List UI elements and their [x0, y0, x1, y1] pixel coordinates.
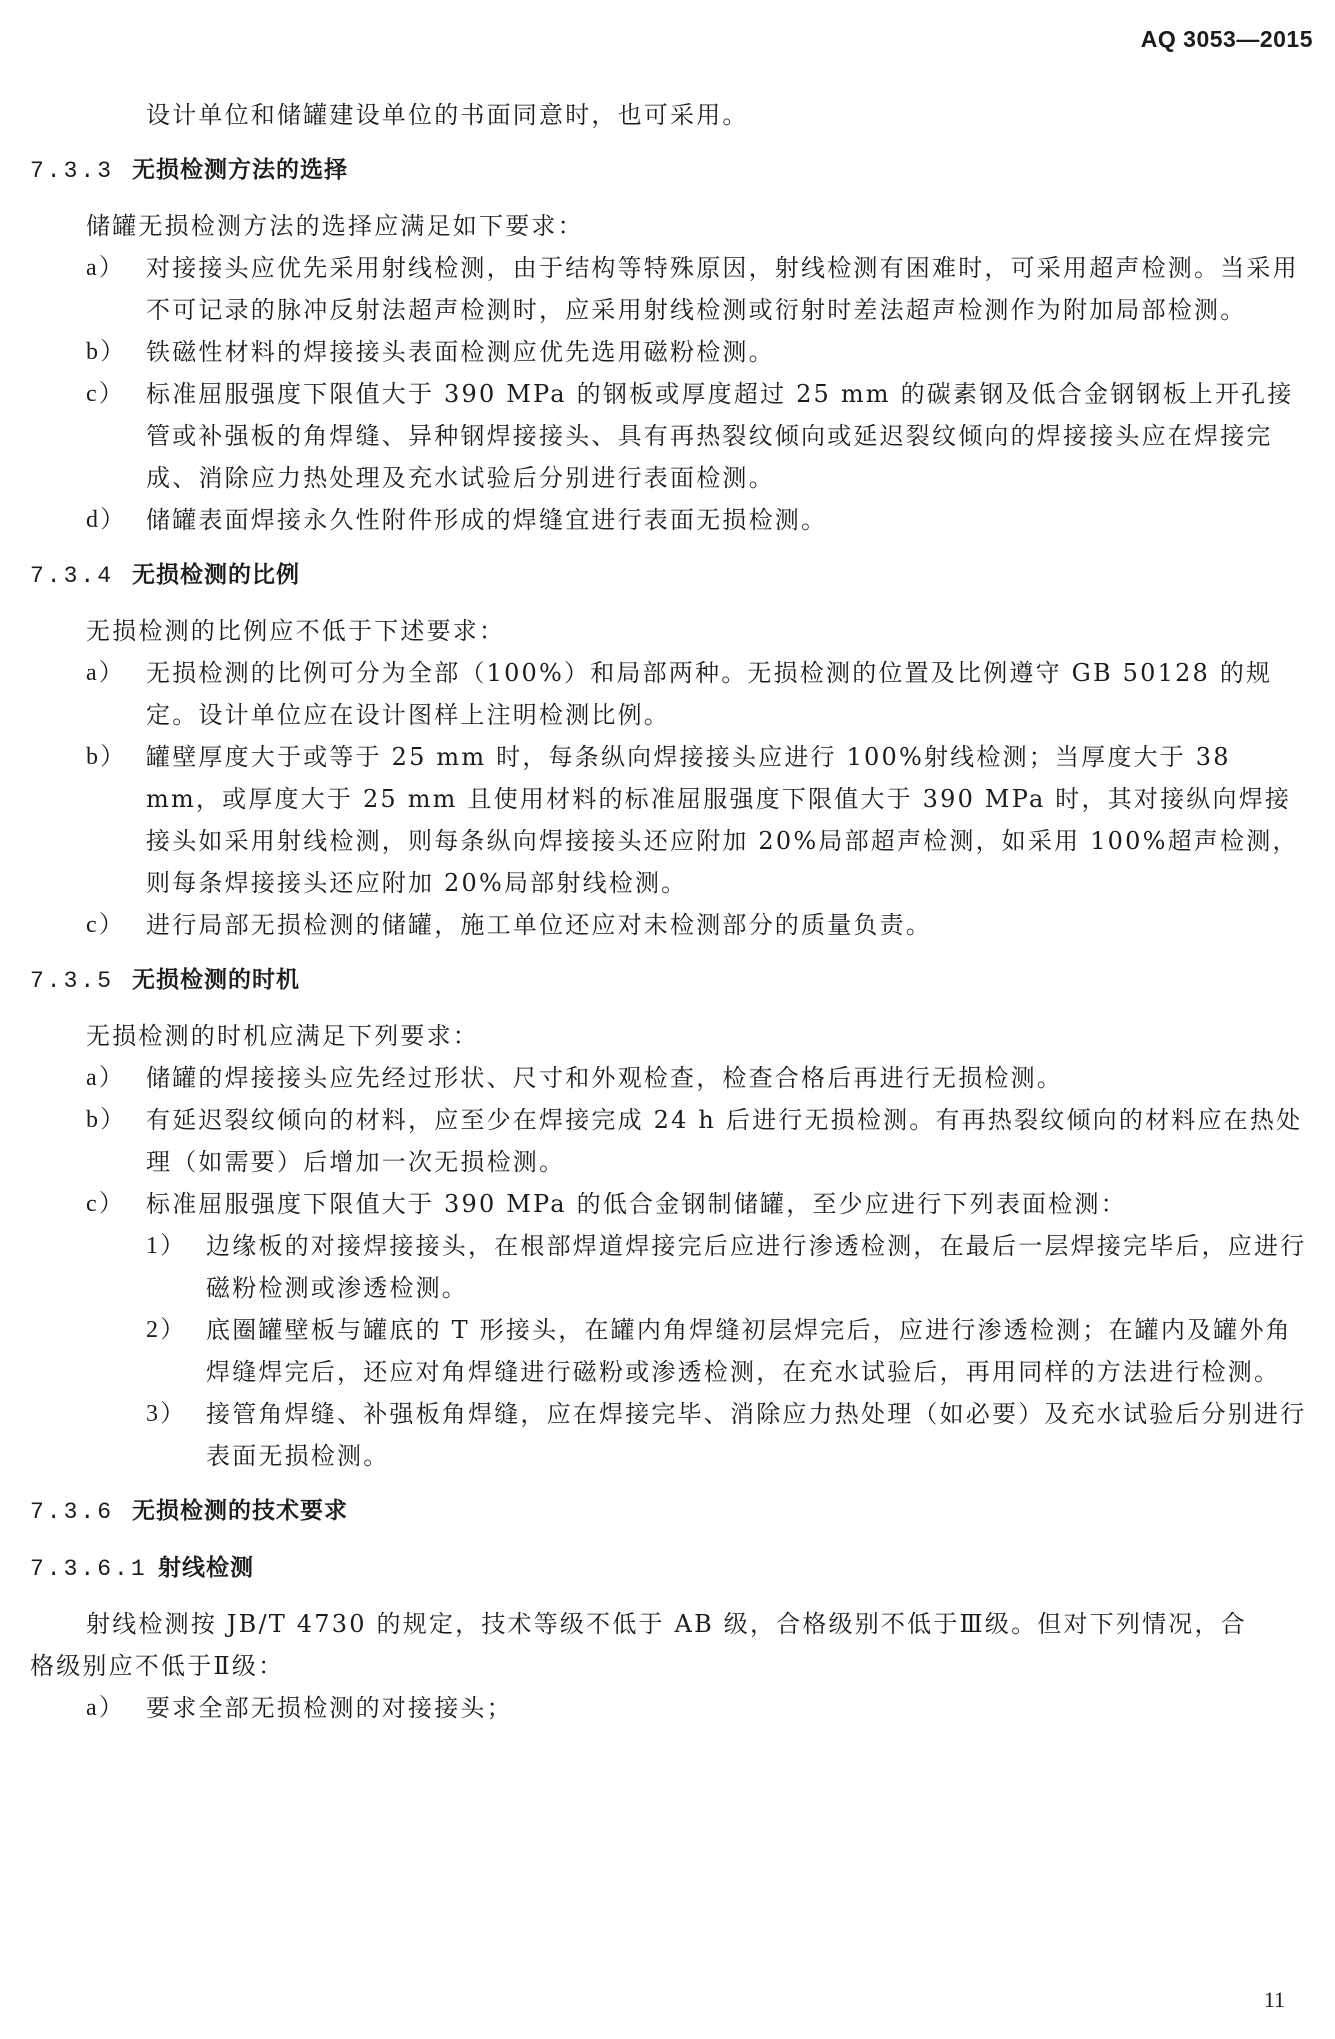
list-item [0, 373, 1335, 499]
item-marker: c） [86, 912, 126, 938]
sub-list-item [0, 1393, 1335, 1477]
item-text: 标准屈服强度下限值大于 390 MPa 的低合金钢制储罐，至少应进行下列表面检测： [146, 1190, 1127, 1218]
item-marker: b） [86, 339, 127, 365]
list-item [0, 1183, 1335, 1225]
section-lead: 无损检测的比例应不低于下述要求： [86, 617, 506, 645]
section-heading-7-3-6-1 [0, 1546, 1335, 1591]
section-heading-7-3-5 [0, 958, 1335, 1003]
page-number: 11 [1263, 1987, 1285, 2012]
sub-item-text: 接管角焊缝、补强板角焊缝，应在焊接完毕、消除应力热处理（如必要）及充水试验后分别进行表面无损检测。 [206, 1400, 1307, 1470]
standard-code: AQ 3053—2015 [1140, 26, 1313, 52]
item-text: 无损检测的比例可分为全部（100%）和局部两种。无损检测的位置及比例遵守 GB 50128 的规定。设计单位应在设计图样上注明检测比例。 [146, 659, 1273, 729]
section-title: 射线检测 [158, 1555, 254, 1581]
list-item [0, 904, 1335, 946]
section-number: 7.3.3 [30, 158, 115, 184]
section-title: 无损检测方法的选择 [132, 157, 348, 183]
list-item [0, 736, 1335, 904]
section-title: 无损检测的比例 [132, 562, 300, 588]
sub-list-item [0, 1309, 1335, 1393]
item-marker: c） [86, 1191, 126, 1217]
list-item [0, 1687, 1335, 1729]
section-number: 7.3.5 [30, 968, 115, 994]
sub-item-marker: 3） [146, 1401, 187, 1427]
section-number: 7.3.6 [30, 1499, 115, 1525]
item-marker: b） [86, 1107, 127, 1133]
list-item [0, 331, 1335, 373]
list-item [0, 1057, 1335, 1099]
item-marker: d） [86, 507, 127, 533]
section-heading-7-3-3 [0, 148, 1335, 193]
section-lead: 储罐无损检测方法的选择应满足如下要求： [86, 212, 584, 240]
item-text: 罐壁厚度大于或等于 25 mm 时，每条纵向焊接接头应进行 100%射线检测；当厚度大于 38 mm，或厚度大于 25 mm 且使用材料的标准屈服强度下限值大于 390 MPa 时，其对接纵向焊接接头如采用射线检测，则每条纵向焊接接头还应附加 20%局部超声检测，如采用 100%超声检测，则每条焊接接头还应附加 20%局部射线检测。 [146, 743, 1299, 897]
sub-item-text: 边缘板的对接焊接接头，在根部焊道焊接完后应进行渗透检测，在最后一层焊接完毕后，应进行磁粉检测或渗透检测。 [206, 1232, 1307, 1302]
item-marker: a） [86, 1065, 126, 1091]
sub-item-marker: 2） [146, 1317, 187, 1343]
item-marker: a） [86, 1695, 126, 1721]
paragraph-line: 格级别应不低于Ⅱ级： [30, 1652, 285, 1680]
item-marker: b） [86, 744, 127, 770]
item-text: 储罐的焊接接头应先经过形状、尺寸和外观检查，检查合格后再进行无损检测。 [146, 1064, 1063, 1092]
item-text: 对接接头应优先采用射线检测，由于结构等特殊原因，射线检测有困难时，可采用超声检测。当采用不可记录的脉冲反射法超声检测时，应采用射线检测或衍射时差法超声检测作为附加局部检测。 [146, 254, 1299, 324]
section-title: 无损检测的技术要求 [132, 1498, 348, 1524]
list-item [0, 499, 1335, 541]
paragraph-line: 射线检测按 JB/T 4730 的规定，技术等级不低于 AB 级，合格级别不低于Ⅲ级。但对下列情况，合 [86, 1610, 1247, 1638]
sub-list-item [0, 1225, 1335, 1309]
list-item [0, 652, 1335, 736]
section-heading-7-3-6 [0, 1489, 1335, 1534]
sub-item-text: 底圈罐壁板与罐底的 T 形接头，在罐内角焊缝初层焊完后，应进行渗透检测；在罐内及罐外角焊缝焊完后，还应对角焊缝进行磁粉或渗透检测，在充水试验后，再用同样的方法进行检测。 [206, 1316, 1292, 1386]
item-text: 铁磁性材料的焊接接头表面检测应优先选用磁粉检测。 [146, 338, 775, 366]
section-number: 7.3.4 [30, 563, 115, 589]
item-marker: c） [86, 381, 126, 407]
sub-item-marker: 1） [146, 1233, 187, 1259]
list-item [0, 247, 1335, 331]
item-marker: a） [86, 255, 126, 281]
item-text: 有延迟裂纹倾向的材料，应至少在焊接完成 24 h 后进行无损检测。有再热裂纹倾向的材料应在热处理（如需要）后增加一次无损检测。 [146, 1106, 1303, 1176]
section-number: 7.3.6.1 [30, 1556, 148, 1582]
item-text: 储罐表面焊接永久性附件形成的焊缝宜进行表面无损检测。 [146, 506, 828, 534]
section-lead: 无损检测的时机应满足下列要求： [86, 1022, 479, 1050]
item-text: 要求全部无损检测的对接接头； [146, 1694, 513, 1722]
item-text: 标准屈服强度下限值大于 390 MPa 的钢板或厚度超过 25 mm 的碳素钢及低合金钢钢板上开孔接管或补强板的角焊缝、异种钢焊接接头、具有再热裂纹倾向或延迟裂纹倾向的焊接接头应在焊接完成、消除应力热处理及充水试验后分别进行表面检测。 [146, 380, 1294, 492]
list-item [0, 1099, 1335, 1183]
page-content [0, 96, 1335, 1729]
section-title: 无损检测的时机 [132, 967, 300, 993]
section-heading-7-3-4 [0, 553, 1335, 598]
item-marker: a） [86, 660, 126, 686]
item-text: 进行局部无损检测的储罐，施工单位还应对未检测部分的质量负责。 [146, 911, 932, 939]
continued-paragraph: 设计单位和储罐建设单位的书面同意时，也可采用。 [146, 101, 749, 129]
